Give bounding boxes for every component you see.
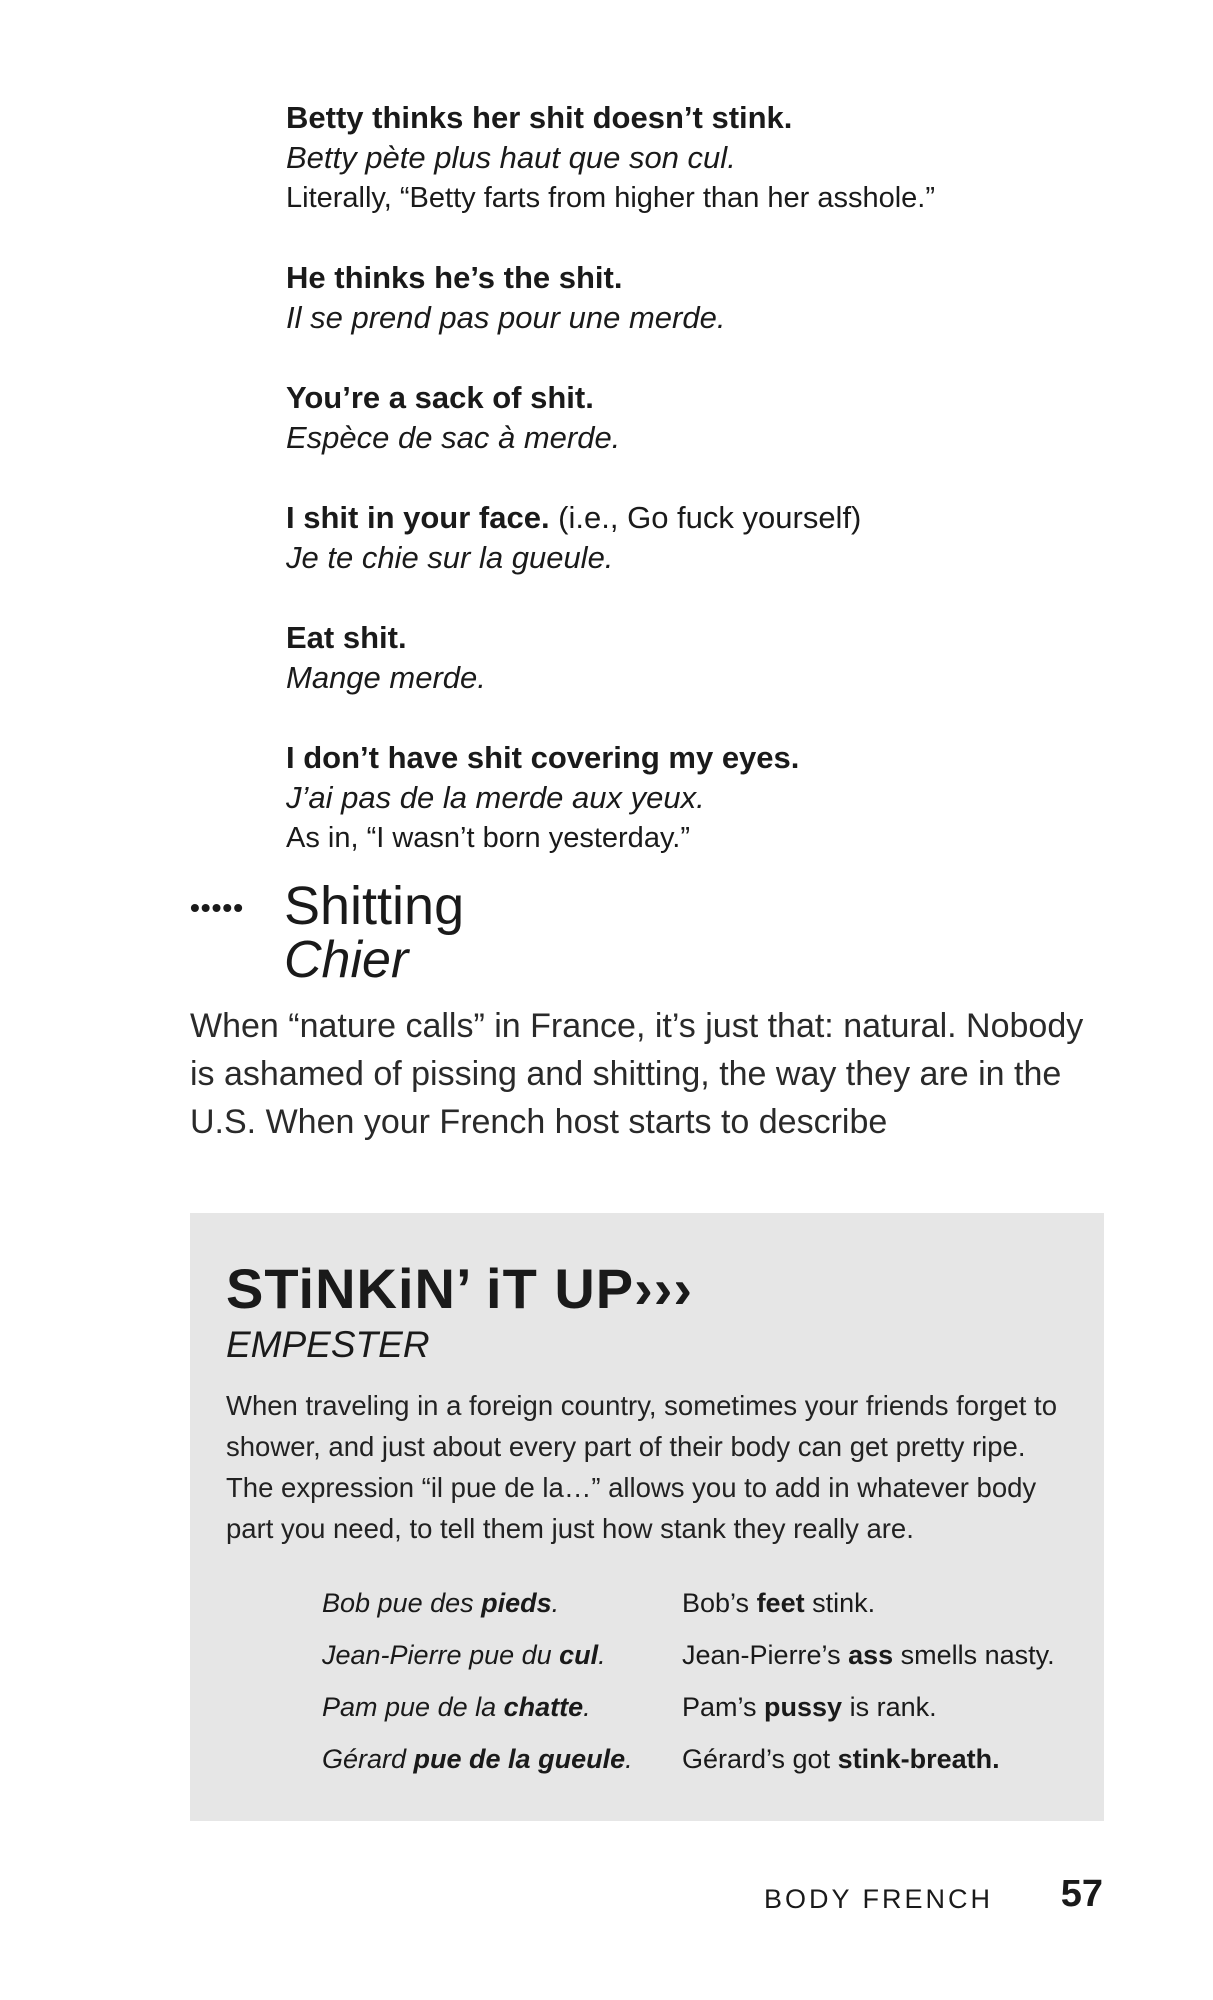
english-phrase: He thinks he’s the shit. <box>286 260 623 295</box>
table-row <box>322 1681 1082 1733</box>
french-example <box>322 1577 559 1629</box>
french-phrase: Je te chie sur la gueule. <box>286 540 614 575</box>
french-phrase: Espèce de sac à merde. <box>286 420 621 455</box>
english-example <box>682 1681 937 1733</box>
text-span: Jean-Pierre pue du <box>322 1640 560 1670</box>
text-span: Bob’s <box>682 1588 757 1618</box>
sidebar-subtitle: EMPESTER <box>226 1324 430 1365</box>
heading-dots: ••••• <box>190 892 245 923</box>
english-phrase: I don’t have shit covering my eyes. <box>286 740 800 775</box>
table-row <box>322 1733 1082 1785</box>
english-example <box>682 1733 1000 1785</box>
table-row <box>322 1577 1082 1629</box>
phrase-note: (i.e., Go fuck yourself) <box>549 500 862 535</box>
section-title: Shitting <box>284 876 465 936</box>
text-span: . <box>583 1692 591 1722</box>
french-example <box>322 1629 606 1681</box>
french-phrase: Betty pète plus haut que son cul. <box>286 140 736 175</box>
french-phrase: J’ai pas de la merde aux yeux. <box>286 780 705 815</box>
english-phrase: Eat shit. <box>286 620 407 655</box>
section-subtitle: Chier <box>284 931 409 989</box>
phrase-entry <box>286 258 1126 338</box>
french-phrase: Mange merde. <box>286 660 486 695</box>
english-example <box>682 1629 1055 1681</box>
body-part: pussy <box>764 1692 843 1722</box>
phrase-entry <box>286 498 1126 578</box>
text-span: stink. <box>804 1588 876 1618</box>
page-number: 57 <box>1060 1873 1103 1915</box>
expression-table <box>322 1577 1082 1785</box>
french-phrase: Il se prend pas pour une merde. <box>286 300 726 335</box>
table-row <box>322 1629 1082 1681</box>
phrase-entry <box>286 738 1126 858</box>
text-span: smells nasty. <box>893 1640 1055 1670</box>
literal-translation: Literally, “Betty farts from higher than her asshole.” <box>286 182 936 214</box>
body-part: feet <box>756 1588 805 1618</box>
sidebar-title: STiNKiN’ iT UP››› <box>226 1257 694 1320</box>
body-part: pieds <box>481 1588 552 1618</box>
text-span: Gérard’s got <box>682 1744 838 1774</box>
phrase-entry <box>286 378 1126 458</box>
body-part: chatte <box>503 1692 584 1722</box>
phrase-list <box>286 98 1126 898</box>
section-intro: When “nature calls” in France, it’s just that: natural. Nobody is ashamed of pissing and shitting, the way they are in the U.S. When your French host starts to describe <box>190 1007 1084 1141</box>
english-phrase-line <box>286 498 1126 538</box>
body-part: stink-breath. <box>837 1744 1000 1774</box>
text-span: . <box>598 1640 606 1670</box>
text-span: . <box>551 1588 560 1618</box>
sidebar-box <box>190 1213 1104 1821</box>
sidebar-body: When traveling in a foreign country, sometimes your friends forget to shower, and just about every part of their body can get pretty ripe. The expression “il pue de la…” allows you to add in whatever body part you need, to tell them just how stank they really are. <box>226 1390 1057 1544</box>
text-span: Bob pue des <box>322 1588 482 1618</box>
phrase-entry <box>286 98 1126 218</box>
english-phrase: I shit in your face. <box>286 500 550 535</box>
english-phrase: Betty thinks her shit doesn’t stink. <box>286 100 793 135</box>
literal-translation: As in, “I wasn’t born yesterday.” <box>286 822 691 854</box>
body-part: pue de la gueule <box>413 1744 626 1774</box>
french-example <box>322 1733 633 1785</box>
text-span: Pam’s <box>682 1692 765 1722</box>
body-part: ass <box>848 1640 894 1670</box>
running-section-name: BODY FRENCH <box>763 1884 993 1914</box>
french-example <box>322 1681 591 1733</box>
english-example <box>682 1577 875 1629</box>
text-span: Pam pue de la <box>322 1692 504 1722</box>
text-span: is rank. <box>842 1692 937 1722</box>
english-phrase: You’re a sack of shit. <box>286 380 594 415</box>
text-span: Jean-Pierre’s <box>682 1640 849 1670</box>
body-part: cul <box>559 1640 599 1670</box>
text-span: . <box>625 1744 633 1774</box>
phrase-entry <box>286 618 1126 698</box>
text-span: Gérard <box>322 1744 414 1774</box>
